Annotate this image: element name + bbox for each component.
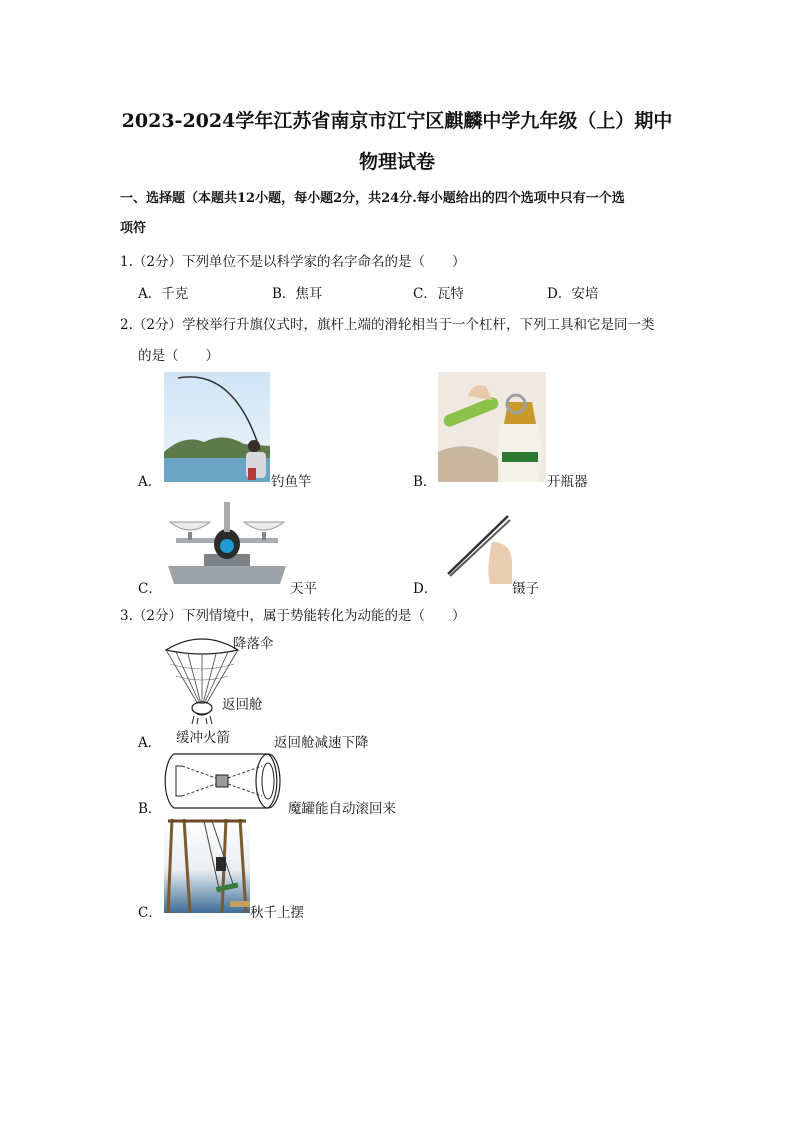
question-1-stem: 1.（2分）下列单位不是以科学家的名字命名的是（ ） [120, 254, 466, 270]
section-heading-line1: 一、选择题（本题共12小题，每小题2分，共24分.每小题给出的四个选项中只有一个选 [120, 191, 625, 206]
q1-option-c: C．瓦特 [413, 286, 464, 302]
question-3-stem: 3.（2分）下列情境中，属于势能转化为动能的是（ ） [120, 608, 466, 624]
paper-title-line1: 2023-2024学年江苏省南京市江宁区麒麟中学九年级（上）期中 [121, 110, 673, 132]
fishing-rod-photo [164, 372, 270, 482]
rocket-label: 缓冲火箭 [176, 730, 230, 746]
q3-option-c-caption: 秋千上摆 [250, 905, 304, 921]
rolling-can-diagram [162, 750, 288, 812]
section-heading-line2: 项符 [120, 221, 147, 236]
question-2-stem-line2: 的是（ ） [138, 348, 219, 364]
q2-option-c-letter: C． [138, 581, 162, 597]
q3-option-a-caption: 返回舱减速下降 [274, 735, 369, 751]
q2-option-a-letter: A． [138, 474, 162, 490]
balance-scale-photo [164, 494, 290, 588]
q2-option-b-letter: B． [413, 474, 437, 490]
q2-option-b-caption: 开瓶器 [547, 474, 588, 490]
q2-option-a-caption: 钓鱼竿 [271, 474, 312, 490]
q2-option-d-caption: 镊子 [512, 581, 539, 597]
q3-option-b-letter: B． [138, 801, 162, 817]
q1-option-d: D．安培 [547, 286, 599, 302]
q3-option-b-caption: 魔罐能自动滚回来 [288, 801, 396, 817]
q3-option-c-letter: C． [138, 905, 162, 921]
bottle-opener-photo [438, 372, 546, 482]
q2-option-c-caption: 天平 [290, 581, 317, 597]
paper-title-line2: 物理试卷 [358, 151, 435, 173]
swing-photo [164, 817, 250, 913]
q3-option-a-letter: A． [138, 735, 162, 751]
q2-option-d-letter: D． [413, 581, 438, 597]
q1-option-b: B．焦耳 [272, 286, 323, 302]
question-2-stem-line1: 2.（2分）学校举行升旗仪式时，旗杆上端的滑轮相当于一个杠杆，下列工具和它是同一类 [120, 317, 655, 333]
capsule-label: 返回舱 [222, 697, 263, 713]
parachute-label: 降落伞 [233, 636, 274, 652]
tweezers-photo [438, 512, 512, 588]
q1-option-a: A．千克 [138, 286, 189, 302]
